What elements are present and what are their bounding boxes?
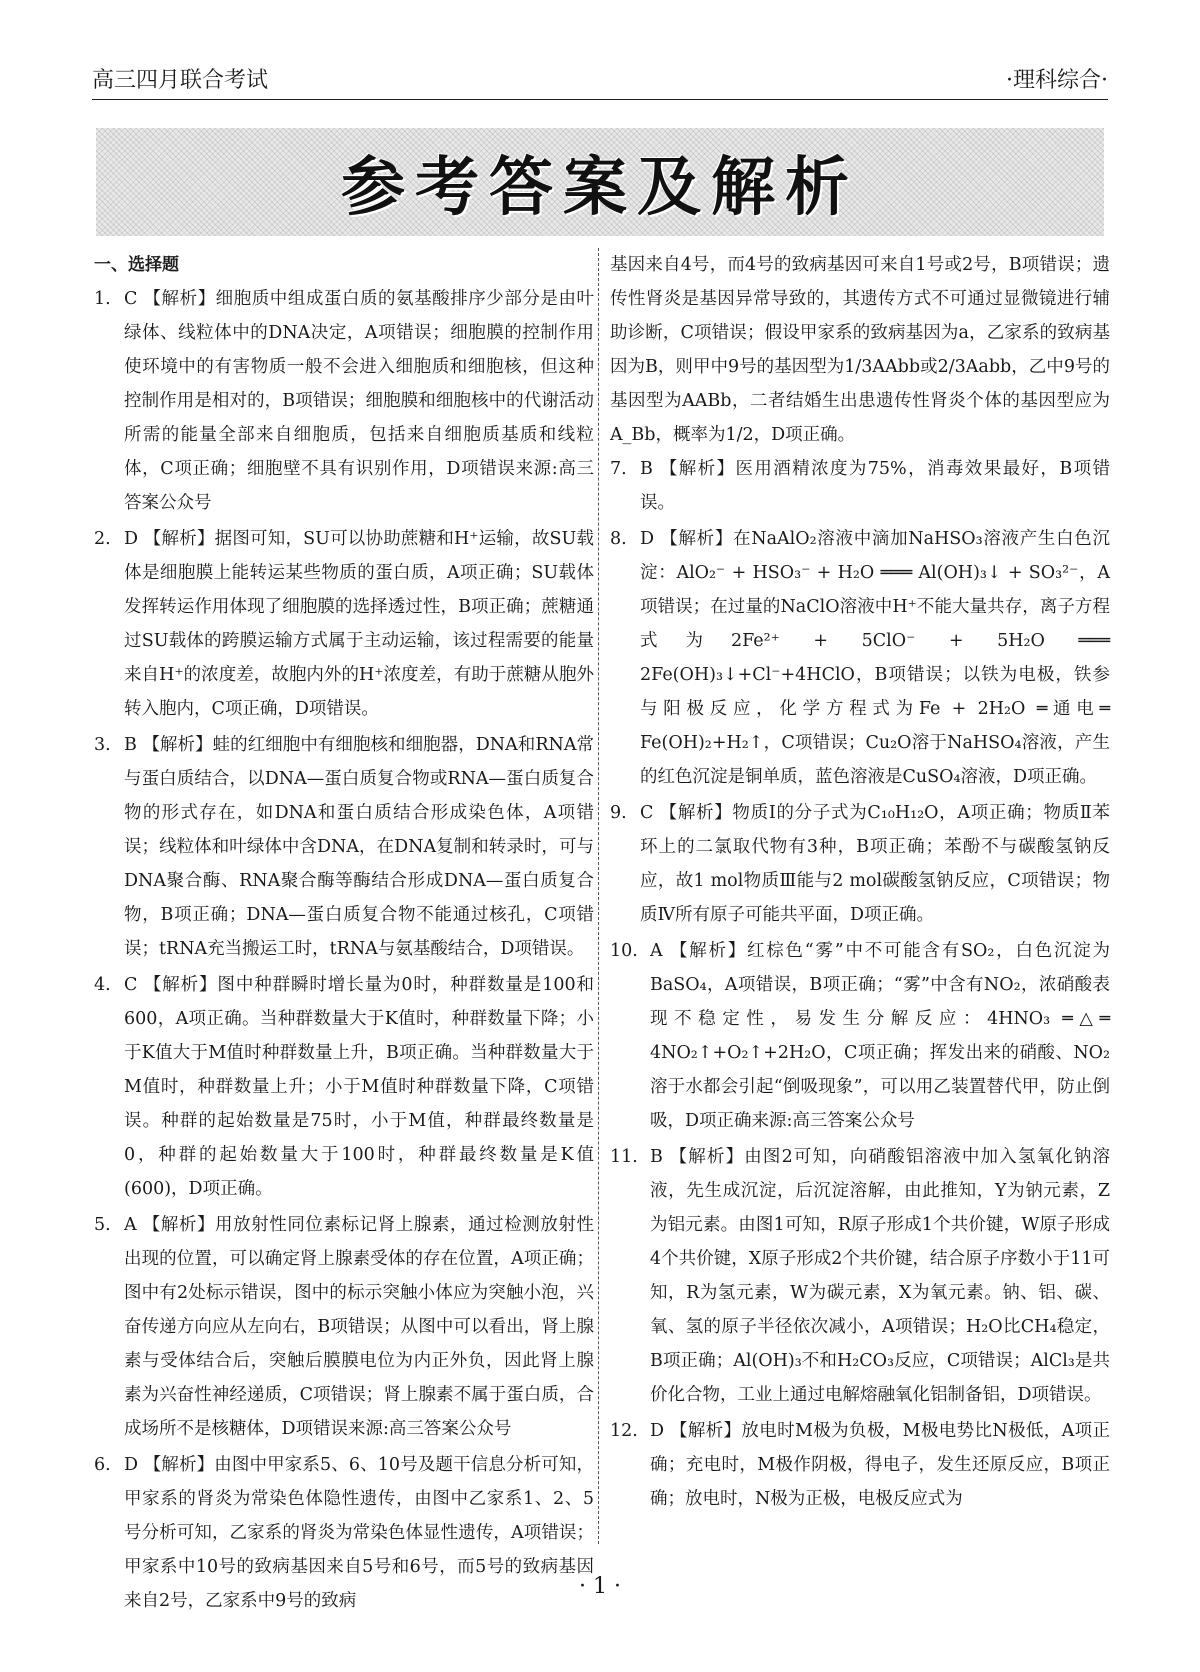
answer-item-5 — [94, 1208, 594, 1446]
item-number: 11. — [610, 1147, 638, 1167]
item-text: A 【解析】用放射性同位素标记肾上腺素，通过检测放射性出现的位置，可以确定肾上腺素受体的存在位置，A项正确；图中有2处标示错误，图中的标示突触小体应为突触小泡，兴奋传递方向应从左向右，B项错误；从图中可以看出，肾上腺素与受体结合后，突触后膜膜电位为内正外负，因此肾上腺素为兴奋性神经递质，C项错误；肾上腺素不属于蛋白质，合成场所不是核糖体，D项错误来源:高三答案公众号 — [124, 1215, 594, 1439]
item-number: 3. — [94, 735, 111, 755]
item-text: D 【解析】在NaAlO₂溶液中滴加NaHSO₃溶液产生白色沉淀：AlO₂⁻ + HSO₃⁻ + H₂O ═══ Al(OH)₃↓ + SO₃²⁻，A项错误；在过量的NaClO溶液中H⁺不能大量共存，离子方程式为2Fe²⁺ + 5ClO⁻ + 5H₂O ═══ 2Fe(OH)₃↓+Cl⁻+4HClO，B项错误；以铁为电极，铁参与阳极反应，化学方程式为Fe + 2H₂O ═通电═ Fe(OH)₂+H₂↑，C项错误；Cu₂O溶于NaHSO₄溶液，产生的红色沉淀是铜单质，蓝色溶液是CuSO₄溶液，D项正确。 — [640, 529, 1110, 787]
answer-item-2 — [94, 522, 594, 726]
title-banner — [96, 128, 1104, 236]
page-header — [92, 66, 1108, 100]
item-text: D 【解析】据图可知，SU可以协助蔗糖和H⁺运输，故SU载体是细胞膜上能转运某些物质的蛋白质，A项正确；SU载体发挥转运作用体现了细胞膜的选择透过性，B项正确；蔗糖通过SU载体的跨膜运输方式属于主动运输，该过程需要的能量来自H⁺的浓度差，故胞内外的H⁺浓度差，有助于蔗糖从胞外转入胞内，C项正确，D项错误。 — [124, 529, 594, 719]
page-title: 参考答案及解析 — [341, 151, 859, 225]
answer-item-9 — [610, 796, 1110, 932]
left-column — [94, 248, 594, 1620]
right-column — [610, 248, 1110, 1518]
item-text: A 【解析】红棕色“雾”中不可能含有SO₂，白色沉淀为BaSO₄，A项错误，B项正确；“雾”中含有NO₂，浓硝酸表现不稳定性，易发生分解反应：4HNO₃ ═△═ 4NO₂↑+O₂↑+2H₂O，C项正确；挥发出来的硝酸、NO₂溶于水都会引起“倒吸现象”，可以用乙装置替代甲，防止倒吸，D项正确来源:高三答案公众号 — [650, 941, 1110, 1131]
item-text: D 【解析】由图中甲家系5、6、10号及题干信息分析可知，甲家系的肾炎为常染色体隐性遗传，由图中乙家系1、2、5号分析可知，乙家系的肾炎为常染色体显性遗传，A项错误；甲家系中10号的致病基因来自5号和6号，而5号的致病基因来自2号，乙家系中9号的致病 — [124, 1455, 594, 1611]
item-number: 5. — [94, 1215, 111, 1235]
answer-item-8 — [610, 522, 1110, 794]
answer-item-3 — [94, 728, 594, 966]
section-title: 一、选择题 — [94, 255, 179, 275]
item-text: B 【解析】由图2可知，向硝酸铝溶液中加入氢氧化钠溶液，先生成沉淀，后沉淀溶解，由此推知，Y为钠元素，Z为铝元素。由图1可知，R原子形成1个共价键，W原子形成4个共价键，X原子形成2个共价键，结合原子序数小于11可知，R为氢元素，W为碳元素，X为氧元素。钠、铝、碳、氧、氢的原子半径依次减小，A项错误；H₂O比CH₄稳定，B项正确；Al(OH)₃不和H₂CO₃反应，C项错误；AlCl₃是共价化合物，工业上通过电解熔融氧化铝制备铝，D项错误。 — [650, 1147, 1110, 1405]
item-number: 2. — [94, 529, 111, 549]
item-number: 7. — [610, 459, 627, 479]
item-text: D 【解析】放电时M极为负极，M极电势比N极低，A项正确；充电时，M极作阴极，得电子，发生还原反应，B项正确；放电时，N极为正极，电极反应式为 — [650, 1421, 1110, 1509]
item-number: 10. — [610, 941, 638, 961]
item-number: 9. — [610, 803, 627, 823]
item-number: 12. — [610, 1421, 638, 1441]
answer-item-1 — [94, 282, 594, 520]
answer-item-7 — [610, 452, 1110, 520]
answer-item-11 — [610, 1140, 1110, 1412]
item-number: 1. — [94, 289, 111, 309]
item-number: 4. — [94, 975, 111, 995]
item-text: B 【解析】医用酒精浓度为75%，消毒效果最好，B项错误。 — [640, 459, 1110, 513]
answer-item-12 — [610, 1414, 1110, 1516]
item-number: 6. — [94, 1455, 111, 1475]
item-text: C 【解析】图中种群瞬时增长量为0时，种群数量是100和600，A项正确。当种群数量大于K值时，种群数量下降；小于K值大于M值时种群数量上升，B项正确。当种群数量大于M值时，种群数量上升；小于M值时种群数量下降，C项错误。种群的起始数量是75时，小于M值，种群最终数量是0，种群的起始数量大于100时，种群最终数量是K值(600)，D项正确。 — [124, 975, 594, 1199]
column-divider — [598, 248, 599, 1544]
answer-item-4 — [94, 968, 594, 1206]
header-rule — [92, 99, 1108, 100]
item-number: 8. — [610, 529, 627, 549]
item-text: B 【解析】蛙的红细胞中有细胞核和细胞器，DNA和RNA常与蛋白质结合，以DNA—蛋白质复合物或RNA—蛋白质复合物的形式存在，如DNA和蛋白质结合形成染色体，A项错误；线粒体和叶绿体中含DNA，在DNA复制和转录时，可与DNA聚合酶、RNA聚合酶等酶结合形成DNA—蛋白质复合物，B项正确；DNA—蛋白质复合物不能通过核孔，C项错误；tRNA充当搬运工时，tRNA与氨基酸结合，D项错误。 — [124, 735, 594, 959]
item-text: C 【解析】物质Ⅰ的分子式为C₁₀H₁₂O，A项正确；物质Ⅱ苯环上的二氯取代物有3种，B项正确；苯酚不与碳酸氢钠反应，故1 mol物质Ⅲ能与2 mol碳酸氢钠反应，C项错误；物质Ⅳ所有原子可能共平面，D项正确。 — [640, 803, 1110, 925]
exam-name: 高三四月联合考试 — [92, 68, 269, 93]
subject-name: ·理科综合· — [1006, 68, 1108, 93]
page-number: · 1 · — [579, 1574, 621, 1599]
item-text: C 【解析】细胞质中组成蛋白质的氨基酸排序少部分是由叶绿体、线粒体中的DNA决定，A项错误；细胞膜的控制作用使环境中的有害物质一般不会进入细胞质和细胞核，但这种控制作用是相对的，B项错误；细胞膜和细胞核中的代谢活动所需的能量全部来自细胞质，包括来自细胞质基质和线粒体，C项正确；细胞壁不具有识别作用，D项错误来源:高三答案公众号 — [124, 289, 594, 513]
answer-item-10 — [610, 934, 1110, 1138]
answer-item-6-continued: 基因来自4号，而4号的致病基因可来自1号或2号，B项错误；遗传性肾炎是基因异常导致的，其遗传方式不可通过显微镜进行辅助诊断，C项错误；假设甲家系的致病基因为a，乙家系的致病基因为B，则甲中9号的基因型为1/3AAbb或2/3Aabb，乙中9号的基因型为AABb，二者结婚生出患遗传性肾炎个体的基因型应为A_Bb，概率为1/2，D项正确。 — [610, 255, 1110, 445]
